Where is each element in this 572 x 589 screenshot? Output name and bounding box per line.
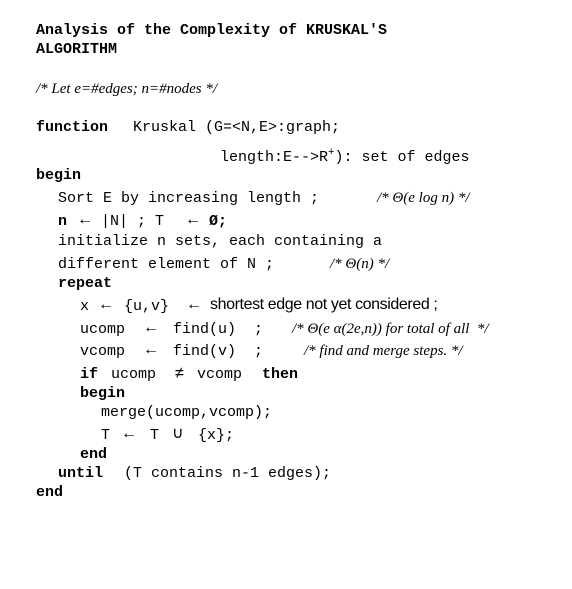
sort-complexity-comment: /* Θ(e log n) */ [377, 190, 470, 206]
return-type: ): set of edges [334, 149, 470, 166]
assign-arrow: ← [77, 211, 93, 228]
find-complexity-comment: /* Θ(e α(2e,n)) for total of all */ [292, 321, 489, 337]
shortest-edge-text: shortest edge not yet considered ; [210, 296, 438, 313]
sort-statement: Sort E by increasing length ; [58, 190, 320, 207]
find-v-call: find(v) ; [173, 343, 264, 360]
assign-arrow-2: ← [185, 211, 201, 228]
n-assignment-rest: |N| ; T [101, 213, 165, 230]
var-n: n [58, 213, 68, 230]
keyword-if: if [80, 366, 99, 383]
length-type: length:E-->R [220, 149, 329, 166]
assign-arrow-6: ← [143, 341, 159, 358]
union-symbol: ∪ [172, 425, 184, 442]
if-ucomp: ucomp [111, 366, 157, 383]
merge-call: merge(ucomp,vcomp); [101, 404, 273, 421]
var-t: T [101, 427, 111, 444]
function-signature: Kruskal (G=<N,E>:graph; [133, 119, 341, 136]
page-title-line-2: ALGORITHM [36, 41, 118, 58]
assign-arrow-3: ← [98, 296, 114, 313]
if-vcomp: vcomp [197, 366, 243, 383]
keyword-then: then [262, 366, 299, 383]
initialize-complexity-comment: /* Θ(n) */ [330, 256, 390, 272]
keyword-end: end [36, 484, 64, 501]
var-t-2: T [150, 427, 160, 444]
set-x: {x}; [198, 427, 235, 444]
keyword-inner-end: end [80, 446, 108, 463]
find-merge-comment: /* find and merge steps. */ [304, 343, 463, 359]
keyword-begin: begin [36, 167, 82, 184]
initialize-statement-line-2: different element of N ; [58, 256, 275, 273]
keyword-function: function [36, 119, 109, 136]
keyword-until: until [58, 465, 104, 482]
keyword-inner-begin: begin [80, 385, 126, 402]
keyword-repeat: repeat [58, 275, 113, 292]
var-x: x [80, 298, 90, 315]
until-condition: (T contains n-1 edges); [124, 465, 332, 482]
empty-set: Ø; [209, 213, 228, 230]
intro-comment: /* Let e=#edges; n=#nodes */ [36, 81, 218, 97]
function-signature-length [220, 147, 470, 165]
assign-arrow-5: ← [143, 319, 159, 336]
real-plus-superscript: + [328, 146, 335, 158]
page-title-line-1: Analysis of the Complexity of KRUSKAL'S [36, 22, 388, 39]
var-ucomp: ucomp [80, 321, 126, 338]
edge-set: {u,v} [124, 298, 170, 315]
assign-arrow-7: ← [121, 425, 137, 442]
var-vcomp: vcomp [80, 343, 126, 360]
initialize-statement-line-1: initialize n sets, each containing a [58, 233, 383, 250]
not-equal-symbol: ≠ [175, 365, 184, 382]
assign-arrow-4: ← [186, 296, 202, 313]
find-u-call: find(u) ; [173, 321, 264, 338]
